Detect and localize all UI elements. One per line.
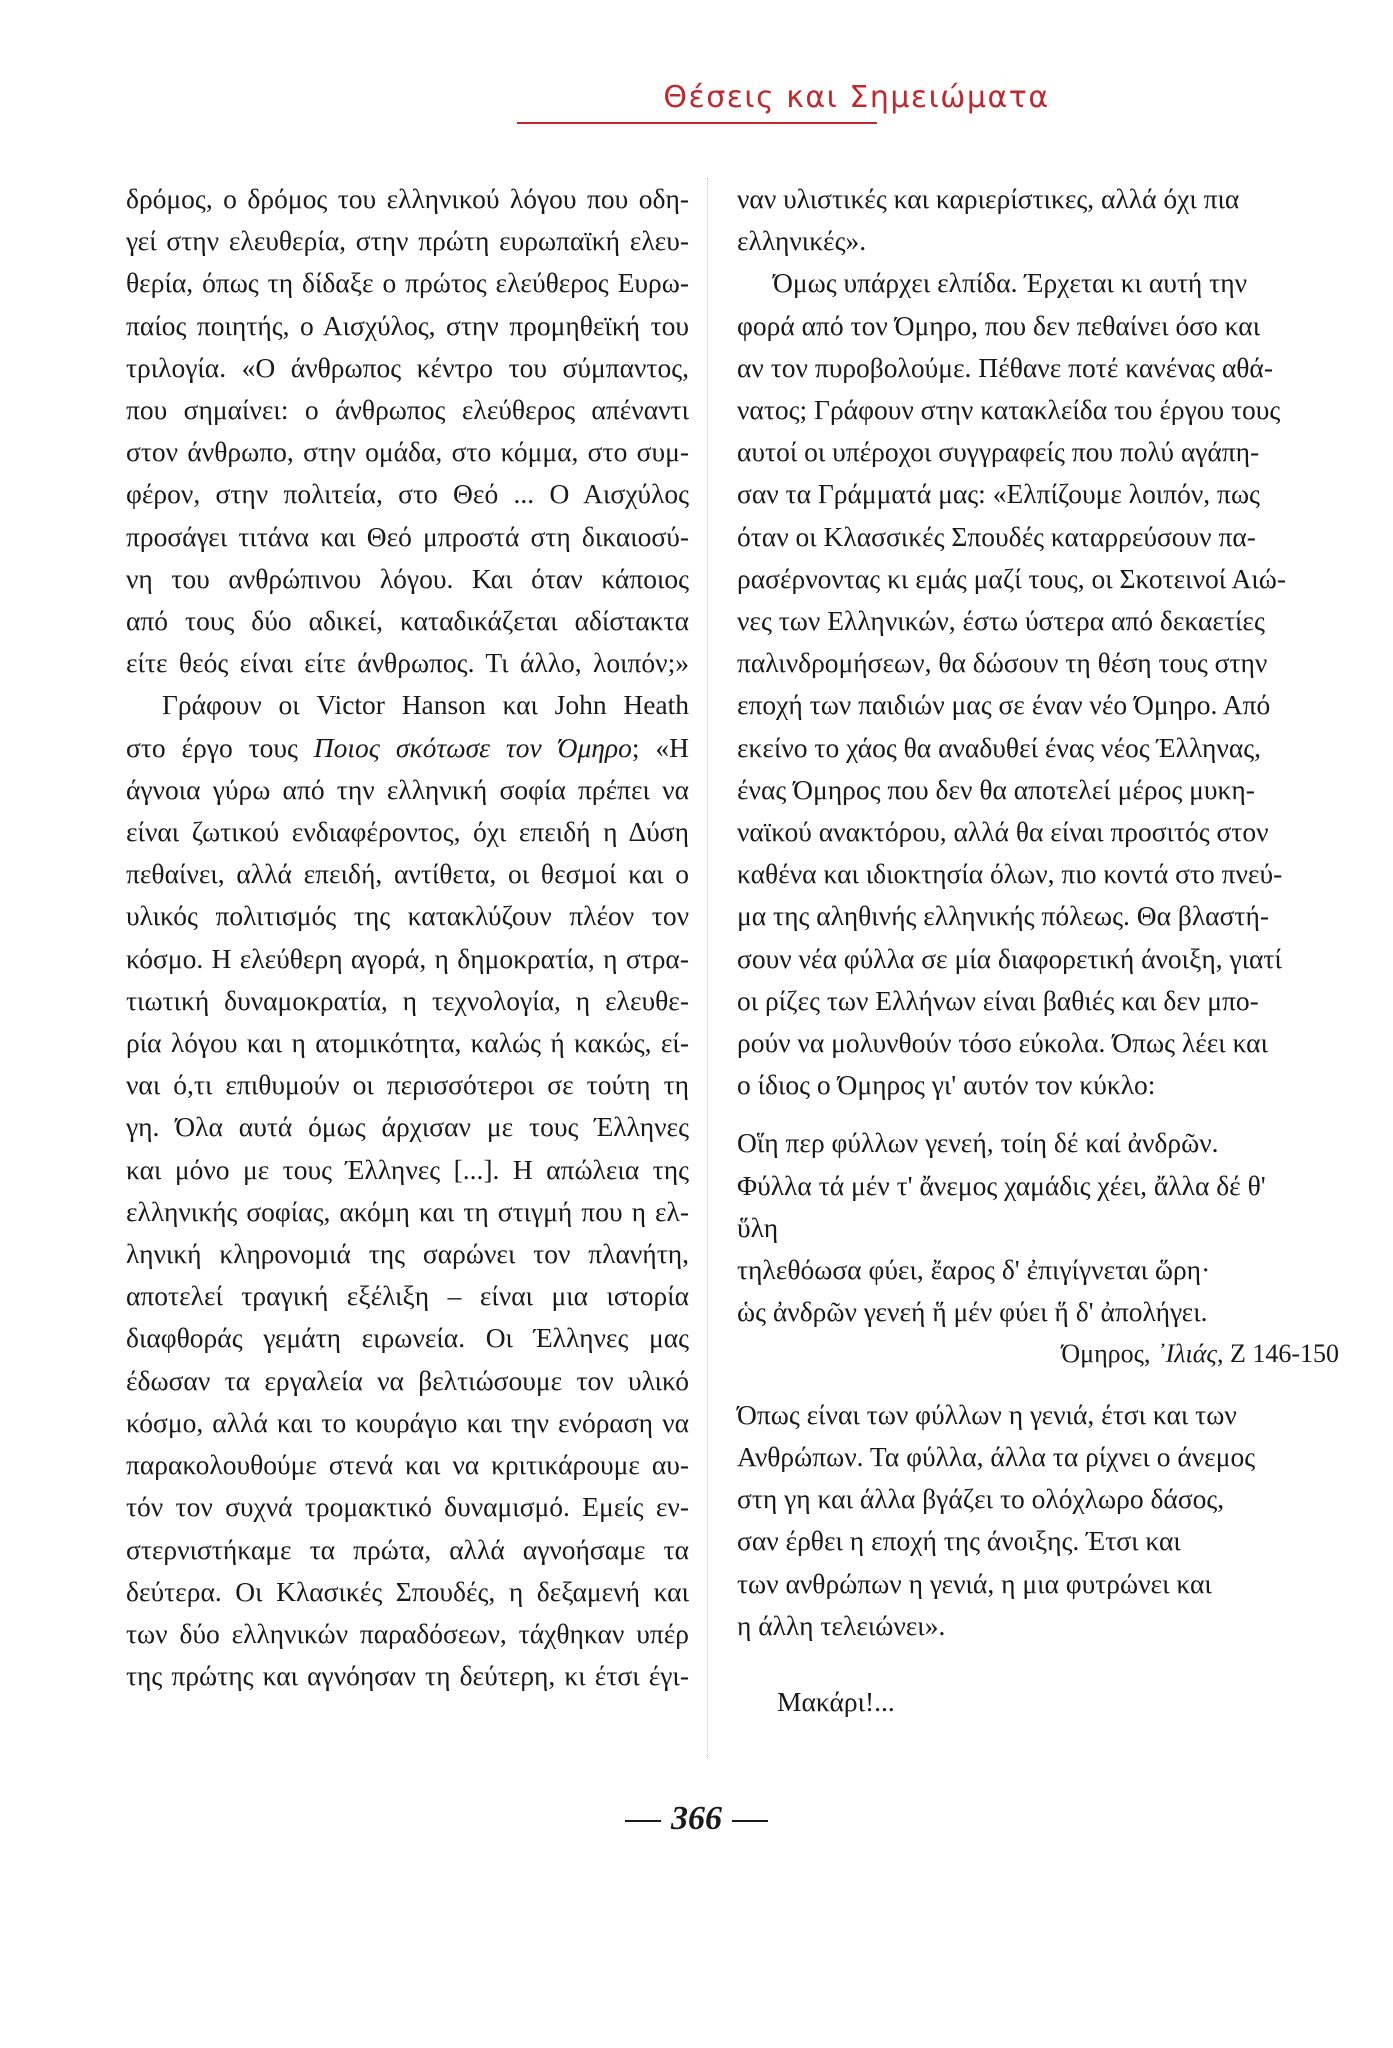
text-line: φορά από τον Όμηρο, που δεν πεθαίνει όσο και xyxy=(737,309,1261,341)
text-line: τιωτική δυναμοκρατία, η τεχνολογία, η ελευθε- xyxy=(126,984,689,1016)
text-line: ελληνικής σοφίας, ακόμη και τη στιγμή που η ελ- xyxy=(126,1195,689,1227)
translation-line: σαν έρθει η εποχή της άνοιξης. Έτσι και xyxy=(737,1525,1181,1557)
text-line: έδωσαν τα εργαλεία να βελτιώσουμε τον υλικό xyxy=(126,1364,689,1396)
quote-line: Φύλλα τά μέν τ' ἄνεμος χαμάδις χέει, ἄλλα δέ θ' xyxy=(737,1169,1266,1201)
text-line: δεύτερα. Οι Κλασικές Σπουδές, η δεξαμενή και xyxy=(126,1575,689,1607)
text-line: ληνική κληρονομιά της σαρώνει τον πλανήτη, xyxy=(126,1238,689,1270)
text-line: ρασέρνοντας κι εμάς μαζί τους, οι Σκοτεινοί Αιώ- xyxy=(737,562,1287,594)
text-line: γη. Όλα αυτά όμως άρχισαν με τους Έλληνες xyxy=(126,1111,689,1143)
text-line: των δύο ελληνικών παραδόσεων, τάχθηκαν υπέρ xyxy=(126,1617,689,1649)
text-line: νη του ανθρώπινου λόγου. Και όταν κάποιος xyxy=(126,562,689,594)
text-line: ναν υλιστικές και καριερίστικες, αλλά όχι πια xyxy=(737,183,1240,214)
text-line: νες των Ελληνικών, έστω ύστερα από δεκαετίες xyxy=(737,605,1265,637)
page-number-value: 366 xyxy=(671,1800,722,1837)
translation-line: η άλλη τελειώνει». xyxy=(737,1609,946,1641)
text-line: της πρώτης και αγνόησαν τη δεύτερη, κι έτσι έγι- xyxy=(126,1660,689,1692)
text-line: εποχή των παιδιών μας σε έναν νέο Όμηρο. Από xyxy=(737,689,1271,721)
text-line: ο ίδιος ο Όμηρος γι' αυτόν τον κύκλο: xyxy=(737,1069,1156,1101)
text-line: γεί στην ελευθερία, στην πρώτη ευρωπαϊκή ελευ- xyxy=(126,225,689,257)
text-line: μα της αληθινής ελληνικής πόλεως. Θα βλαστή- xyxy=(737,900,1269,932)
quote-line: ὕλη xyxy=(737,1211,779,1243)
translation xyxy=(737,1394,1349,1647)
text-line: νατος; Γράφουν στην κατακλείδα του έργου τους xyxy=(737,394,1281,426)
text-line: ρούν να μολυνθούν τόσο εύκολα. Όπως λέει και xyxy=(737,1027,1268,1059)
text-line: είναι ζωτικού ενδιαφέροντος, όχι επειδή η Δύση xyxy=(126,816,689,848)
left-column xyxy=(126,178,689,1697)
text-line: ρία λόγου και η ατομικότητα, καλώς ή κακώς, εί- xyxy=(126,1027,689,1059)
text-line: ναϊκού ανακτόρου, αλλά θα είναι προσιτός στον xyxy=(737,816,1269,848)
text-line: παλινδρομήσεων, θα δώσουν τη θέση τους στην xyxy=(737,647,1268,679)
text-line: φέρον, στην πολιτεία, στο Θεό ... Ο Αισχύλος xyxy=(126,478,689,510)
running-header xyxy=(0,80,1393,115)
text-line: αν τον πυροβολούμε. Πέθανε ποτέ κανένας αθά- xyxy=(737,351,1273,383)
text-run: στο έργο τους xyxy=(126,731,314,763)
text-line: Όμως υπάρχει ελπίδα. Έρχεται κι αυτή την xyxy=(773,267,1248,299)
translation-line: των ανθρώπων η γενιά, η μια φυτρώνει και xyxy=(737,1567,1212,1599)
citation-ref: , Ζ 146-150 xyxy=(1216,1339,1339,1369)
text-line: σουν νέα φύλλα σε μία διαφορετική άνοιξη, γιατί xyxy=(737,942,1282,974)
text-line: εκείνο το χάος θα αναδυθεί ένας νέος Έλληνας, xyxy=(737,731,1262,763)
translation-line: Όπως είναι των φύλλων η γενιά, έτσι και των xyxy=(737,1398,1237,1430)
text-line: Γράφουν οι Victor Hanson και John Heath xyxy=(162,689,689,721)
text-line: ναι ό,τι επιθυμούν οι περισσότεροι σε τούτη τη xyxy=(126,1069,689,1101)
quote-line: τηλεθόωσα φύει, ἔαρος δ' ἐπιγίγνεται ὥρη· xyxy=(737,1254,1211,1286)
text-line: τριλογία. «Ο άνθρωπος κέντρο του σύμπαντος, xyxy=(126,351,689,383)
closing-line: Μακάρι!... xyxy=(777,1685,895,1717)
right-paragraph-2 xyxy=(737,262,1349,1106)
text-line: τόν τον συχνά τρομακτικό δυναμισμό. Εμείς εν- xyxy=(126,1491,689,1523)
text-line: είτε θεός είναι είτε άνθρωπος. Τι άλλο, λοιπόν;» xyxy=(126,647,689,679)
text-line: ένας Όμηρος που δεν θα αποτελεί μέρος μυκη- xyxy=(737,773,1255,805)
text-line: διαφθοράς γεμάτη ειρωνεία. Οι Έλληνες μας xyxy=(126,1322,689,1354)
text-line: στερνιστήκαμε τα πρώτα, αλλά αγνοήσαμε τα xyxy=(126,1533,689,1565)
text-line: αποτελεί τραγική εξέλιξη – είναι μια ιστορία xyxy=(126,1280,689,1312)
translation-line: στη γη και άλλα βγάζει το ολόχλωρο δάσος, xyxy=(737,1483,1225,1515)
text-line: και μόνο με τους Έλληνες [...]. Η απώλεια της xyxy=(126,1153,689,1185)
text-line: υλικός πολιτισμός της κατακλύζουν πλέον τον xyxy=(126,900,689,932)
text-run: ; «Η xyxy=(631,731,690,763)
citation-work: ᾿Ιλιάς xyxy=(1156,1339,1217,1369)
citation-author: Όμηρος, xyxy=(1061,1339,1157,1369)
right-column xyxy=(737,178,1349,1723)
text-line: θερία, όπως τη δίδαξε ο πρώτος ελεύθερος Ευρω- xyxy=(126,267,689,299)
quote-line: ὡς ἀνδρῶν γενεή ἥ μέν φύει ἥ δ' ἀπολήγει. xyxy=(737,1296,1208,1328)
text-line: παρακολουθούμε στενά και να κριτικάρουμε αυ- xyxy=(126,1449,689,1481)
header-title: Θέσεις και Σημειώματα xyxy=(663,80,1050,115)
translation-line: Ανθρώπων. Τα φύλλα, άλλα τα ρίχνει ο άνεμος xyxy=(737,1440,1256,1472)
text-line: προσάγει τιτάνα και Θεό μπροστά στη δικαιοσύ- xyxy=(126,520,689,552)
column-divider xyxy=(707,178,708,1758)
text-line: αυτοί οι υπέροχοι συγγραφείς που πολύ αγάπη- xyxy=(737,436,1260,468)
quote-line: Οἵη περ φύλλων γενεή, τοίη δέ καί ἀνδρῶν. xyxy=(737,1127,1219,1159)
text-line: που σημαίνει: ο άνθρωπος ελεύθερος απέναντι xyxy=(126,394,689,426)
text-line: στον άνθρωπο, στην ομάδα, στο κόμμα, στο συμ- xyxy=(126,436,689,468)
text-line: πεθαίνει, αλλά επειδή, αντίθετα, οι θεσμοί και ο xyxy=(126,858,689,890)
text-line: όταν οι Κλασσικές Σπουδές καταρρεύσουν πα- xyxy=(737,520,1256,552)
text-line: καθένα και ιδιοκτησία όλων, πιο κοντά στο πνεύ- xyxy=(737,858,1283,890)
text-line: άγνοια γύρω από την ελληνική σοφία πρέπει να xyxy=(126,773,689,805)
text-line: δρόμος, ο δρόμος του ελληνικού λόγου που οδη- xyxy=(126,183,689,214)
text-line: ελληνικές». xyxy=(737,225,867,257)
text-line: σαν τα Γράμματά μας: «Ελπίζουμε λοιπόν, πως xyxy=(737,478,1260,510)
left-paragraph-2 xyxy=(126,684,689,1697)
text-line: από τους δύο αδικεί, καταδικάζεται αδίστακτα xyxy=(126,605,689,637)
text-line: παίος ποιητής, ο Αισχύλος, στην προμηθεϊκή του xyxy=(126,309,689,341)
text-line: κόσμο. Η ελεύθερη αγορά, η δημοκρατία, η στρα- xyxy=(126,942,689,974)
page-number xyxy=(0,1800,1393,1838)
text-line: κόσμο, αλλά και το κουράγιο και την ενόραση να xyxy=(126,1406,689,1438)
text-line: οι ρίζες των Ελλήνων είναι βαθιές και δεν μπο- xyxy=(737,984,1259,1016)
header-underline xyxy=(517,122,877,124)
quote-citation xyxy=(737,1333,1339,1375)
right-paragraph-1 xyxy=(737,178,1349,262)
text-line xyxy=(126,727,689,769)
book-title: Ποιος σκότωσε τον Όμηρο xyxy=(313,731,632,763)
left-paragraph-1 xyxy=(126,178,689,684)
homer-quote xyxy=(737,1122,1349,1375)
